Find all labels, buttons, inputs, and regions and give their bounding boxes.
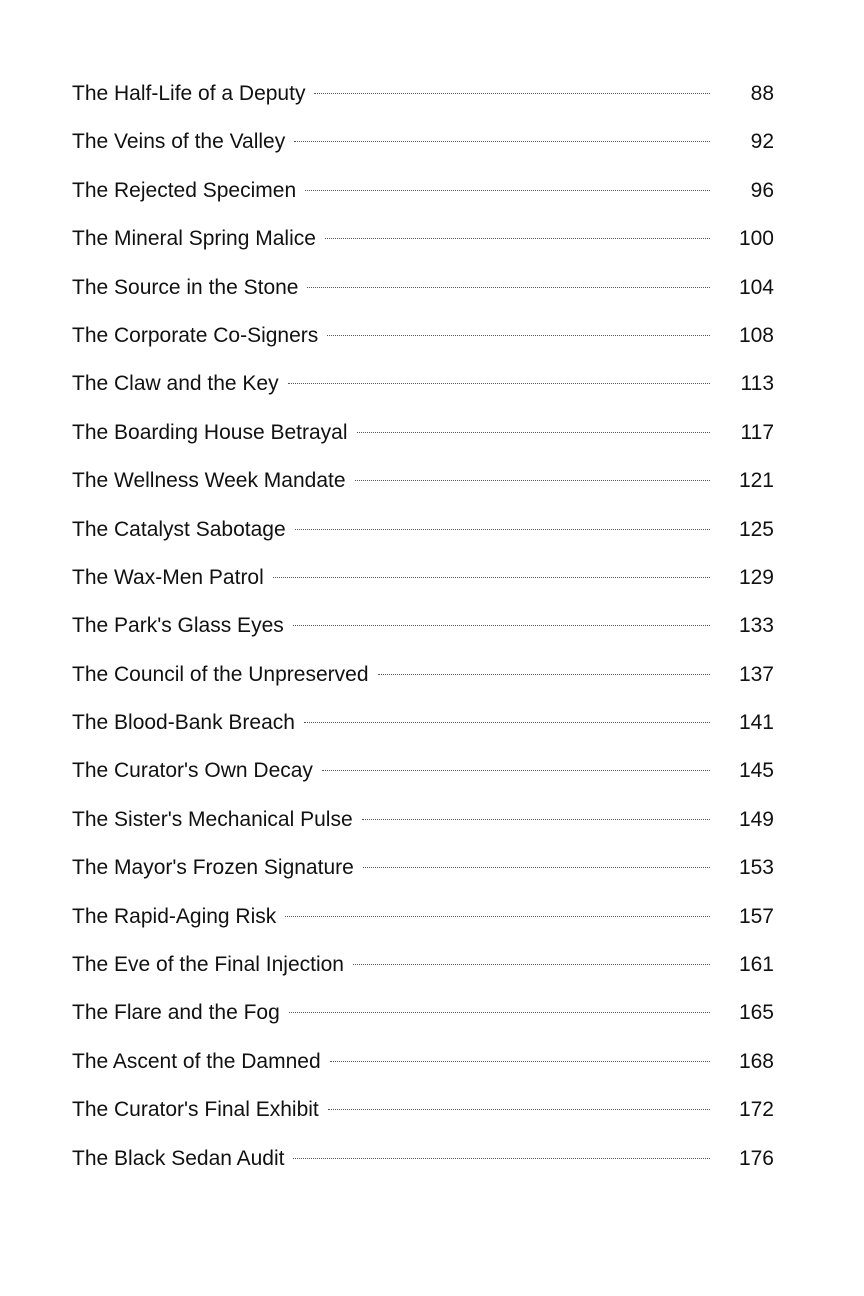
toc-entry-title: The Catalyst Sabotage: [72, 517, 286, 541]
dot-leader: [295, 529, 710, 530]
toc-entry-page: 153: [738, 856, 774, 880]
dot-leader: [330, 1061, 710, 1062]
toc-entry-title: The Eve of the Final Injection: [72, 953, 344, 977]
toc-entry-title: The Black Sedan Audit: [72, 1146, 285, 1170]
dot-leader: [355, 480, 710, 481]
toc-entry[interactable]: [72, 1038, 774, 1086]
toc-entry[interactable]: [72, 167, 774, 215]
dot-leader: [353, 964, 710, 965]
toc-entry-title: The Flare and the Fog: [72, 1001, 280, 1025]
toc-entry[interactable]: [72, 70, 774, 118]
dot-leader: [327, 335, 710, 336]
dot-leader: [293, 1158, 710, 1159]
toc-entry[interactable]: [72, 989, 774, 1037]
toc-entry-page: 104: [738, 275, 774, 299]
toc-entry-page: 96: [750, 178, 774, 202]
dot-leader: [305, 190, 710, 191]
dot-leader: [378, 674, 711, 675]
toc-entry[interactable]: [72, 554, 774, 602]
dot-leader: [273, 577, 710, 578]
toc-entry-title: The Rapid-Aging Risk: [72, 904, 277, 928]
table-of-contents: [72, 70, 774, 1183]
dot-leader: [325, 238, 710, 239]
dot-leader: [314, 93, 710, 94]
toc-entry-title: The Wellness Week Mandate: [72, 469, 346, 493]
toc-entry-page: 168: [738, 1049, 774, 1073]
toc-entry-page: 88: [750, 82, 774, 105]
toc-entry[interactable]: [72, 844, 774, 892]
toc-entry-page: 165: [738, 1001, 774, 1025]
toc-entry-title: The Source in the Stone: [72, 275, 299, 299]
toc-entry[interactable]: [72, 796, 774, 844]
toc-entry-page: 113: [740, 372, 774, 396]
toc-entry-title: The Sister's Mechanical Pulse: [72, 807, 353, 831]
toc-entry[interactable]: [72, 457, 774, 505]
toc-entry[interactable]: [72, 1135, 774, 1183]
toc-entry-title: The Claw and the Key: [72, 372, 279, 396]
toc-entry-page: 137: [738, 662, 774, 686]
toc-entry-title: The Veins of the Valley: [72, 130, 286, 154]
toc-entry-title: The Curator's Own Decay: [72, 759, 313, 783]
toc-entry-title: The Rejected Specimen: [72, 178, 297, 202]
toc-entry-title: The Curator's Final Exhibit: [72, 1098, 319, 1122]
dot-leader: [328, 1109, 710, 1110]
toc-entry-title: The Blood-Bank Breach: [72, 711, 295, 735]
toc-entry[interactable]: [72, 699, 774, 747]
toc-entry-page: 141: [738, 711, 774, 735]
toc-entry[interactable]: [72, 264, 774, 312]
dot-leader: [304, 722, 710, 723]
toc-entry-page: 117: [740, 420, 774, 444]
dot-leader: [307, 287, 710, 288]
toc-entry-page: 161: [738, 953, 774, 977]
toc-entry-page: 149: [738, 807, 774, 831]
dot-leader: [288, 383, 710, 384]
toc-entry-title: The Boarding House Betrayal: [72, 420, 348, 444]
toc-entry[interactable]: [72, 1086, 774, 1134]
toc-entry-page: 157: [738, 904, 774, 928]
toc-entry-title: The Ascent of the Damned: [72, 1049, 321, 1073]
toc-entry-page: 125: [738, 517, 774, 541]
toc-entry[interactable]: [72, 893, 774, 941]
toc-entry-page: 176: [738, 1146, 774, 1170]
dot-leader: [293, 625, 710, 626]
toc-entry-title: The Mineral Spring Malice: [72, 227, 316, 251]
toc-entry[interactable]: [72, 506, 774, 554]
toc-entry-title: The Wax-Men Patrol: [72, 565, 264, 589]
dot-leader: [285, 916, 710, 917]
dot-leader: [357, 432, 711, 433]
toc-entry-page: 172: [738, 1098, 774, 1122]
dot-leader: [362, 819, 710, 820]
toc-entry[interactable]: [72, 312, 774, 360]
toc-entry[interactable]: [72, 360, 774, 408]
dot-leader: [363, 867, 710, 868]
toc-entry-title: The Half-Life of a Deputy: [72, 82, 306, 105]
toc-entry[interactable]: [72, 747, 774, 795]
dot-leader: [322, 770, 710, 771]
toc-entry-title: The Park's Glass Eyes: [72, 614, 284, 638]
toc-entry-title: The Corporate Co-Signers: [72, 323, 319, 347]
dot-leader: [294, 141, 710, 142]
toc-entry-page: 108: [738, 323, 774, 347]
toc-entry[interactable]: [72, 941, 774, 989]
toc-entry[interactable]: [72, 118, 774, 166]
toc-entry-title: The Mayor's Frozen Signature: [72, 856, 354, 880]
toc-entry[interactable]: [72, 215, 774, 263]
toc-entry-page: 100: [738, 227, 774, 251]
toc-entry[interactable]: [72, 409, 774, 457]
toc-entry-title: The Council of the Unpreserved: [72, 662, 369, 686]
toc-entry-page: 129: [738, 565, 774, 589]
dot-leader: [289, 1012, 710, 1013]
toc-entry-page: 145: [738, 759, 774, 783]
toc-entry-page: 121: [738, 469, 774, 493]
toc-entry[interactable]: [72, 602, 774, 650]
toc-entry-page: 92: [750, 130, 774, 154]
toc-entry[interactable]: [72, 651, 774, 699]
toc-entry-page: 133: [738, 614, 774, 638]
